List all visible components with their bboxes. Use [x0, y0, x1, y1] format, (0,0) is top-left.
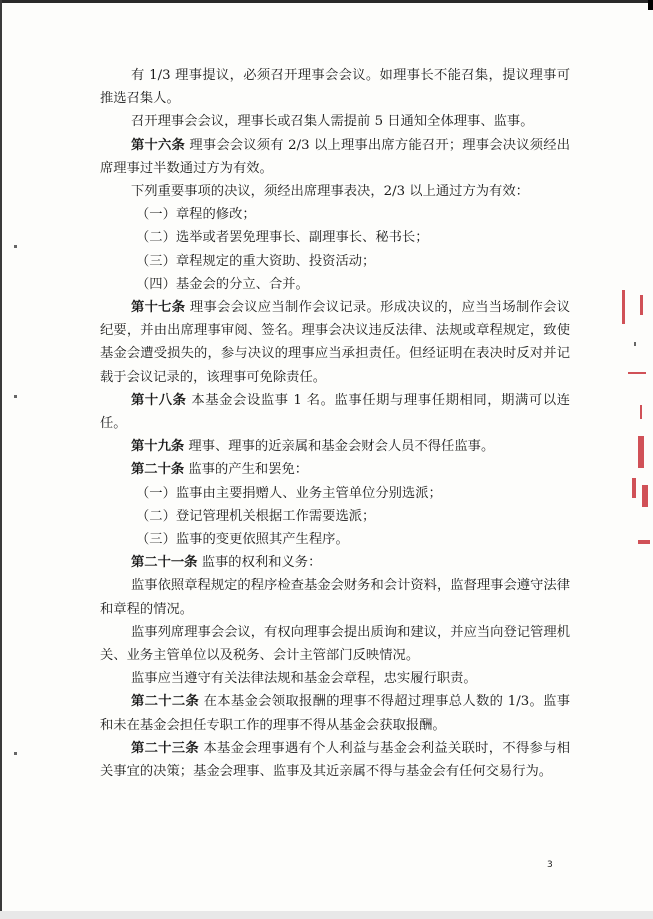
seal-fragment — [622, 290, 625, 324]
seal-fragment — [638, 540, 650, 544]
paragraph: 有 1/3 理事提议，必须召开理事会会议。如理事长不能召集，提议理事可推选召集人。 — [100, 68, 570, 107]
seal-fragment — [632, 478, 636, 498]
corner-mark — [648, 0, 653, 10]
paragraph: 召开理事会会议，理事长或召集人需提前 5 日通知全体理事、监事。 — [131, 114, 534, 130]
scan-border-bottom — [0, 911, 653, 919]
list-item: （四）基金会的分立、合并。 — [136, 276, 309, 292]
article-label: 第二十一条 — [131, 555, 198, 571]
document-body — [100, 64, 570, 783]
article-label: 第二十三条 — [131, 740, 199, 756]
article-label: 第十九条 — [131, 439, 185, 455]
article-text: 在本基金会领取报酬的理事不得超过理事总人数的 1/3。监事和未在基金会担任专职工作的理事不得从基金会获取报酬。 — [100, 694, 571, 733]
article-label: 第十七条 — [131, 300, 186, 316]
seal-fragment — [642, 485, 648, 507]
article-text: 监事的权利和义务： — [197, 555, 322, 571]
scan-border-top — [0, 0, 653, 3]
article-text: 本基金会理事遇有个人利益与基金会利益关联时，不得参与相关事宜的决策；基金会理事、监事及其近亲属不得与基金会有任何交易行为。 — [100, 740, 570, 780]
article-text: 理事会会议应当制作会议记录。形成决议的，应当当场制作会议纪要，并由出席理事审阅、签名。理事会决议违反法律、法规或章程规定，致使基金会遭受损失的，参与决议的理事应当承担责任。但经证明在表决时反对并记载于会议记录的，该理事可免除责任。 — [100, 300, 571, 385]
scan-speck — [14, 245, 17, 248]
article-text: 理事会会议须有 2/3 以上理事出席方能召开；理事会决议须经出席理事过半数通过方为有效。 — [100, 137, 570, 176]
paragraph: 下列重要事项的决议，须经出席理事表决，2/3 以上通过方为有效： — [131, 184, 529, 200]
article-text: 监事的产生和罢免： — [184, 462, 309, 478]
scan-speck — [14, 395, 17, 398]
article-16 — [100, 134, 570, 180]
scan-speck — [634, 342, 636, 346]
article-22 — [100, 690, 570, 736]
article-21 — [100, 551, 570, 574]
article-label: 第二十二条 — [131, 694, 200, 710]
article-17 — [100, 296, 570, 389]
list-item: （一）章程的修改； — [136, 207, 256, 223]
list-item: （三）监事的变更依照其产生程序。 — [136, 532, 349, 548]
article-19 — [100, 435, 570, 458]
article-20 — [100, 458, 570, 481]
paragraph: 监事列席理事会会议，有权向理事会提出质询和建议，并应当向登记管理机关、业务主管单位以及税务、会计主管部门反映情况。 — [100, 624, 570, 664]
article-text: 理事、理事的近亲属和基金会财会人员不得任监事。 — [184, 439, 495, 455]
seal-fragment — [640, 405, 642, 419]
article-18 — [100, 389, 570, 435]
paragraph: 监事应当遵守有关法律法规和基金会章程，忠实履行职责。 — [131, 671, 477, 687]
list-item: （二）登记管理机关根据工作需要选派； — [136, 508, 376, 524]
scan-speck — [14, 752, 17, 755]
list-item: （三）章程规定的重大资助、投资活动； — [136, 253, 376, 269]
paragraph: 监事依照章程规定的程序检查基金会财务和会计资料，监督理事会遵守法律和章程的情况。 — [100, 578, 570, 617]
article-label: 第十六条 — [131, 137, 185, 153]
scan-border-left — [0, 0, 2, 919]
page-number: 3 — [547, 860, 553, 870]
list-item: （一）监事由主要捐赠人、业务主管单位分别选派； — [136, 485, 442, 501]
seal-fragment — [628, 372, 646, 374]
list-item: （二）选举或者罢免理事长、副理事长、秘书长； — [136, 230, 429, 246]
article-text: 本基金会设监事 1 名。监事任期与理事任期相同，期满可以连任。 — [100, 392, 571, 432]
article-23 — [100, 737, 570, 783]
article-label: 第二十条 — [131, 462, 185, 478]
seal-fragment — [638, 436, 644, 468]
article-label: 第十八条 — [131, 392, 187, 408]
seal-fragment — [640, 295, 643, 315]
